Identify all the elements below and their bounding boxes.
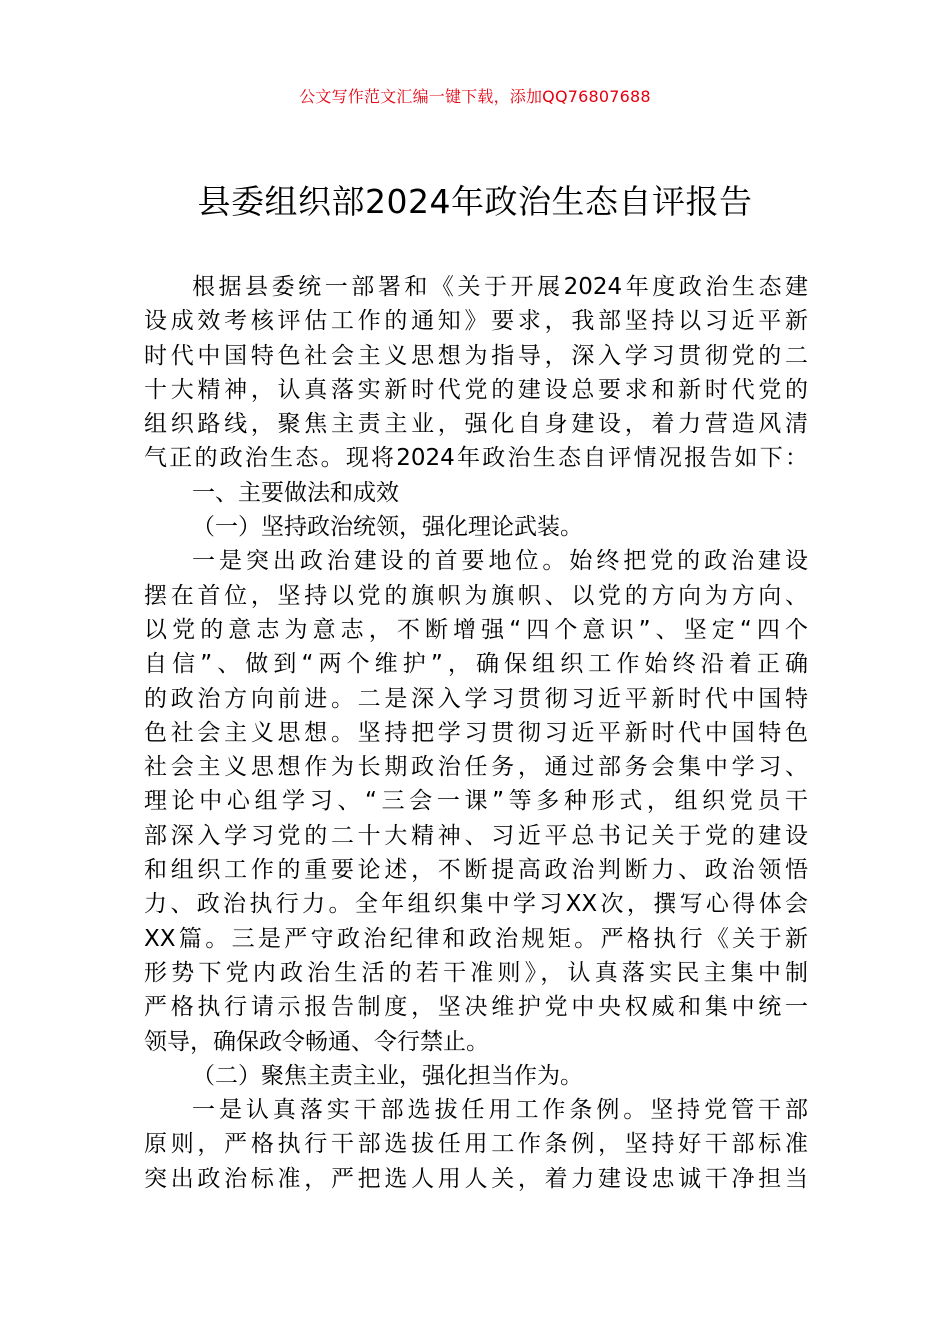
body-line: 一是突出政治建设的首要地位。始终把党的政治建设 [192,548,808,575]
body-line: 气正的政治生态。现将2024年政治生态自评情况报告如下： [144,445,808,472]
body-line: 根据县委统一部署和《关于开展2024年度政治生态建 [192,274,808,300]
body-line: 原则，严格执行干部选拔任用工作条例，坚持好干部标准 [144,1131,808,1158]
body-line: 社会主义思想作为长期政治任务，通过部务会集中学习、 [144,754,808,781]
body-line: 以党的意志为意志，不断增强“四个意识”、坚定“四个 [144,616,808,643]
document-title: 县委组织部2024年政治生态自评报告 [197,182,753,221]
body-line: 十大精神，认真落实新时代党的建设总要求和新时代党的 [144,376,808,403]
body-line: 色社会主义思想。坚持把学习贯彻习近平新时代中国特色 [144,719,808,746]
body-line: 的政治方向前进。二是深入学习贯彻习近平新时代中国特 [144,685,808,712]
body-line: 部深入学习党的二十大精神、习近平总书记关于党的建设 [144,822,808,849]
section-heading: 一、主要做法和成效 [192,479,399,506]
body-line: 力、政治执行力。全年组织集中学习XX次，撰写心得体会 [144,891,808,918]
body-line: 摆在首位，坚持以党的旗帜为旗帜、以党的方向为方向、 [144,582,808,609]
download-banner: 公文写作范文汇编一键下载，添加QQ76807688 [299,87,651,106]
body-line: 时代中国特色社会主义思想为指导，深入学习贯彻党的二 [144,342,808,369]
body-line: 严格执行请示报告制度，坚决维护党中央权威和集中统一 [144,994,808,1021]
subsection-heading: （一）坚持政治统领，强化理论武装。 [192,514,583,541]
document-body [144,270,808,1196]
body-line: 设成效考核评估工作的通知》要求，我部坚持以习近平新 [144,308,808,335]
body-line: 理论中心组学习、“三会一课”等多种形式，组织党员干 [144,788,808,815]
body-line: 突出政治标准，严把选人用人关，着力建设忠诚干净担当 [144,1165,808,1192]
subsection-heading: （二）聚焦主责主业，强化担当作为。 [192,1062,583,1089]
body-line: 组织路线，聚焦主责主业，强化自身建设，着力营造风清 [144,411,808,438]
body-line: 一是认真落实干部选拔任用工作条例。坚持党管干部 [192,1097,808,1124]
body-line: XX篇。三是严守政治纪律和政治规矩。严格执行《关于新 [144,925,808,952]
body-line: 领导，确保政令畅通、令行禁止。 [144,1028,489,1055]
body-line: 自信”、做到“两个维护”，确保组织工作始终沿着正确 [144,651,808,678]
body-line: 形势下党内政治生活的若干准则》，认真落实民主集中制 [144,959,808,986]
body-line: 和组织工作的重要论述，不断提高政治判断力、政治领悟 [144,857,808,884]
